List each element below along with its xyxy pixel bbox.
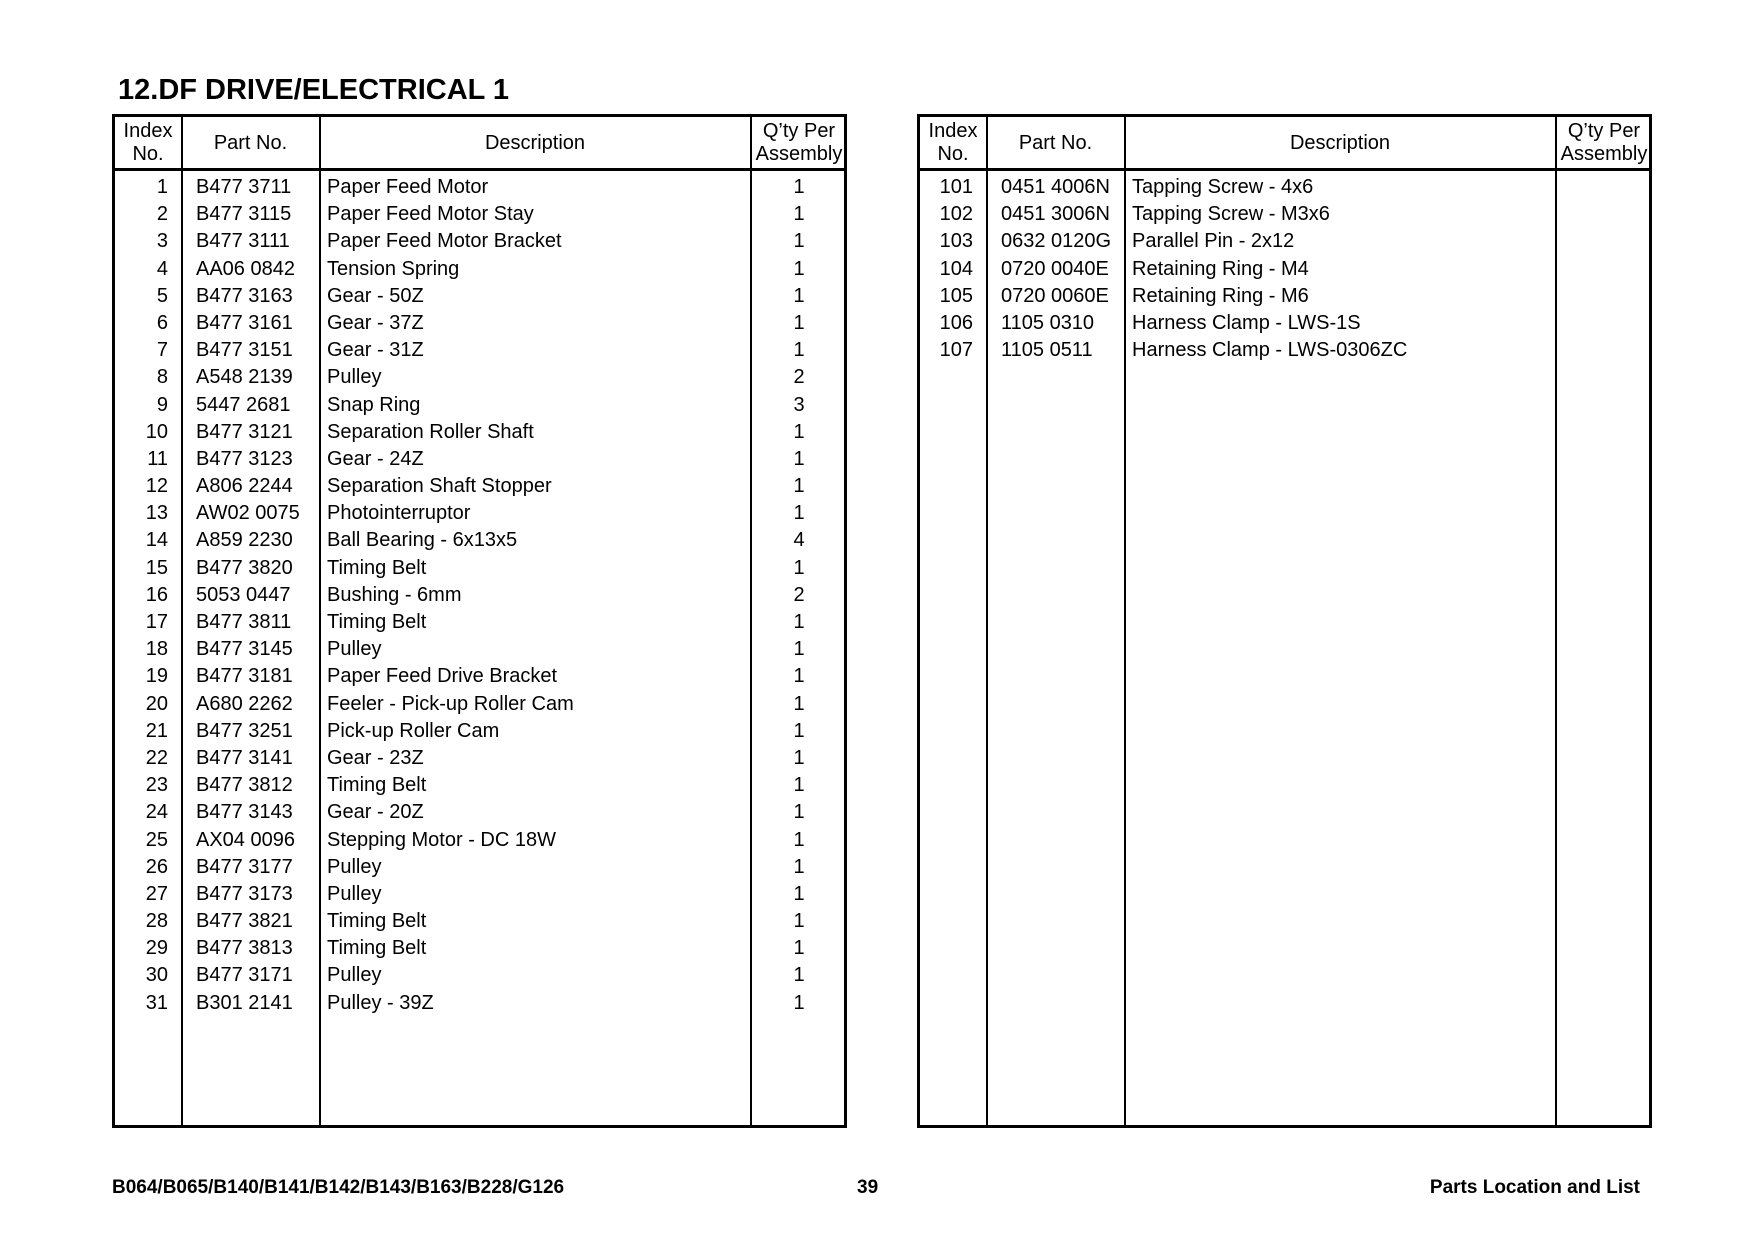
cell-index: 29 [145,937,168,960]
cell-part-no: A806 2244 [196,475,293,498]
cell-qty: 1 [793,311,805,334]
table-row [920,228,1649,255]
cell-qty: 1 [793,692,805,715]
cell-qty: 1 [793,719,805,742]
cell-index: 22 [145,746,168,769]
cell-part-no: B477 3143 [196,801,293,824]
cell-index: 7 [156,339,168,362]
cell-qty: 1 [793,475,805,498]
cell-index: 8 [156,366,168,389]
cell-part-no: AA06 0842 [196,257,295,280]
cell-description: Gear - 37Z [327,311,424,334]
table-row [920,256,1649,283]
table-row [115,392,844,419]
cell-description: Gear - 31Z [327,339,424,362]
table-row [115,527,844,554]
cell-part-no: B477 3171 [196,964,293,987]
table-body [115,174,844,1017]
table-row [115,691,844,718]
cell-description: Pulley [327,366,382,389]
table-row [115,990,844,1017]
table-row [115,283,844,310]
header-description: Description [484,131,586,154]
cell-description: Tapping Screw - M3x6 [1132,203,1330,226]
footer-section-title: Parts Location and List [1429,1177,1640,1198]
cell-part-no: 0451 4006N [1001,176,1110,198]
cell-part-no: B477 3173 [196,882,293,905]
table-row [115,745,844,772]
cell-description: Paper Feed Motor Bracket [327,230,562,253]
cell-part-no: 0451 3006N [1001,203,1110,226]
cell-description: Paper Feed Drive Bracket [327,665,558,688]
cell-qty: 2 [793,366,805,389]
cell-qty: 3 [793,393,805,416]
cell-part-no: B477 3115 [196,203,292,226]
table-row [115,962,844,989]
table-row [920,283,1649,310]
cell-description: Pulley [327,638,382,661]
cell-qty: 4 [793,529,805,552]
footer-model-numbers: B064/B065/B140/B141/B142/B143/B163/B228/G126 [112,1177,565,1198]
cell-qty: 1 [793,447,805,470]
cell-qty: 1 [793,203,805,226]
cell-description: Pulley [327,964,382,987]
table-row [920,201,1649,228]
cell-qty: 1 [793,339,805,362]
cell-index: 25 [145,828,168,851]
cell-index: 20 [145,692,168,715]
cell-description: Pulley [327,855,382,878]
table-row [115,473,844,500]
table-row [115,446,844,473]
cell-description: Separation Shaft Stopper [327,475,552,498]
cell-description: Pulley [327,882,382,905]
cell-description: Feeler - Pick-up Roller Cam [327,692,574,715]
cell-description: Gear - 24Z [327,447,424,470]
cell-index: 10 [145,420,168,443]
page-title: 12.DF DRIVE/ELECTRICAL 1 [118,74,510,106]
cell-part-no: B477 3141 [196,746,293,769]
table-row [115,935,844,962]
cell-index: 24 [145,801,168,824]
cell-index: 106 [939,311,973,334]
cell-description: Parallel Pin - 2x12 [1132,230,1295,253]
cell-description: Retaining Ring - M4 [1132,257,1309,280]
cell-qty: 1 [793,284,805,307]
cell-qty: 1 [793,230,805,253]
cell-part-no: 1105 0310 [1001,311,1095,334]
cell-description: Retaining Ring - M6 [1132,284,1309,307]
cell-index: 3 [156,230,168,253]
cell-index: 21 [145,719,168,742]
cell-qty: 1 [793,774,805,797]
cell-index: 31 [145,991,168,1014]
cell-part-no: B477 3181 [196,665,293,688]
cell-index: 16 [145,583,168,606]
cell-qty: 1 [793,910,805,933]
cell-description: Snap Ring [327,393,421,416]
cell-index: 2 [156,203,168,226]
table-row [115,228,844,255]
cell-part-no: B477 3177 [196,855,293,878]
cell-index: 13 [145,502,168,525]
table-row [115,636,844,663]
table-row [115,718,844,745]
cell-part-no: AW02 0075 [196,502,300,525]
cell-description: Gear - 50Z [327,284,424,307]
cell-qty: 1 [793,746,805,769]
cell-qty: 1 [793,964,805,987]
cell-part-no: B477 3813 [196,937,293,960]
cell-index: 107 [939,339,973,362]
table-row [115,881,844,908]
cell-part-no: B477 3151 [196,339,293,362]
cell-index: 4 [156,257,168,280]
cell-qty: 1 [793,556,805,579]
cell-description: Tapping Screw - 4x6 [1132,176,1314,198]
cell-part-no: B477 3251 [196,719,293,742]
cell-description: Gear - 20Z [327,801,424,824]
table-row [115,663,844,690]
table-row [115,337,844,364]
cell-description: Timing Belt [327,774,427,797]
header-part-no: Part No. [213,131,288,154]
parts-table-left [112,114,847,1128]
cell-qty: 1 [793,665,805,688]
table-row [115,419,844,446]
cell-part-no: B477 3711 [196,176,292,198]
table-row [115,500,844,527]
cell-description: Timing Belt [327,910,427,933]
header-part-no: Part No. [1018,131,1093,154]
header-index-no: Index No. [928,120,978,165]
cell-description: Paper Feed Motor Stay [327,203,534,226]
cell-index: 5 [156,284,168,307]
cell-qty: 1 [793,828,805,851]
cell-part-no: 5447 2681 [196,393,291,416]
cell-qty: 1 [793,937,805,960]
cell-index: 103 [939,230,973,253]
cell-index: 27 [145,882,168,905]
cell-part-no: B477 3820 [196,556,293,579]
cell-part-no: B477 3811 [196,611,292,633]
table-row [115,364,844,391]
cell-qty: 1 [793,502,805,525]
cell-part-no: B477 3123 [196,447,293,470]
header-qty-per-assembly: Q’ty Per Assembly [755,120,843,165]
cell-index: 28 [145,910,168,933]
cell-part-no: B301 2141 [196,991,293,1014]
table-row [115,201,844,228]
cell-part-no: B477 3145 [196,638,293,661]
cell-description: Paper Feed Motor [327,176,489,198]
header-index-no: Index No. [123,120,173,165]
cell-description: Timing Belt [327,611,427,633]
cell-index: 9 [156,393,168,416]
cell-part-no: B477 3161 [196,311,293,334]
table-body [920,174,1649,364]
cell-part-no: A548 2139 [196,366,293,389]
parts-table-right [917,114,1652,1128]
cell-qty: 1 [793,882,805,905]
cell-part-no: AX04 0096 [196,828,295,851]
cell-index: 23 [145,774,168,797]
table-row [115,174,844,201]
cell-description: Gear - 23Z [327,746,424,769]
cell-index: 30 [145,964,168,987]
table-row [115,908,844,935]
table-row [115,256,844,283]
cell-qty: 1 [793,638,805,661]
cell-part-no: 0632 0120G [1001,230,1112,253]
table-row [115,555,844,582]
cell-part-no: B477 3812 [196,774,293,797]
cell-qty: 1 [793,855,805,878]
cell-description: Bushing - 6mm [327,583,462,606]
cell-index: 1 [156,176,168,198]
cell-index: 105 [939,284,973,307]
footer-page-number: 39 [857,1177,879,1198]
cell-index: 104 [939,257,973,280]
cell-index: 18 [145,638,168,661]
cell-part-no: A680 2262 [196,692,293,715]
cell-description: Harness Clamp - LWS-1S [1132,311,1361,334]
cell-index: 26 [145,855,168,878]
cell-description: Stepping Motor - DC 18W [327,828,556,851]
cell-description: Timing Belt [327,937,427,960]
cell-index: 15 [145,556,168,579]
table-row [115,310,844,337]
cell-qty: 1 [793,801,805,824]
table-row [115,854,844,881]
table-row [920,174,1649,201]
cell-part-no: 5053 0447 [196,583,291,606]
cell-description: Harness Clamp - LWS-0306ZC [1132,339,1408,362]
cell-description: Timing Belt [327,556,427,579]
cell-index: 11 [147,447,168,470]
table-row [115,772,844,799]
cell-index: 102 [939,203,973,226]
cell-index: 12 [145,475,168,498]
cell-description: Ball Bearing - 6x13x5 [327,529,518,552]
cell-part-no: 0720 0060E [1001,284,1109,307]
cell-part-no: 0720 0040E [1001,257,1109,280]
cell-qty: 1 [793,991,805,1014]
cell-part-no: A859 2230 [196,529,293,552]
cell-description: Separation Roller Shaft [327,420,534,443]
table-row [115,582,844,609]
cell-part-no: B477 3163 [196,284,293,307]
table-row [115,609,844,636]
cell-part-no: B477 3121 [196,420,293,443]
cell-qty: 1 [793,420,805,443]
cell-part-no: B477 3111 [196,230,290,253]
table-row [920,337,1649,364]
cell-description: Pick-up Roller Cam [327,719,500,742]
cell-part-no: B477 3821 [196,910,293,933]
table-row [920,310,1649,337]
cell-index: 101 [939,176,973,198]
header-description: Description [1289,131,1391,154]
cell-index: 19 [145,665,168,688]
cell-qty: 1 [793,611,805,633]
cell-qty: 2 [793,583,805,606]
cell-description: Photointerruptor [327,502,471,525]
cell-index: 17 [145,611,168,633]
table-row [115,827,844,854]
table-row [115,799,844,826]
cell-qty: 1 [793,257,805,280]
cell-description: Pulley - 39Z [327,991,434,1014]
header-qty-per-assembly: Q’ty Per Assembly [1560,120,1648,165]
cell-description: Tension Spring [327,257,460,280]
cell-index: 14 [145,529,168,552]
cell-index: 6 [156,311,168,334]
cell-part-no: 1105 0511 [1001,339,1093,362]
cell-qty: 1 [793,176,805,198]
